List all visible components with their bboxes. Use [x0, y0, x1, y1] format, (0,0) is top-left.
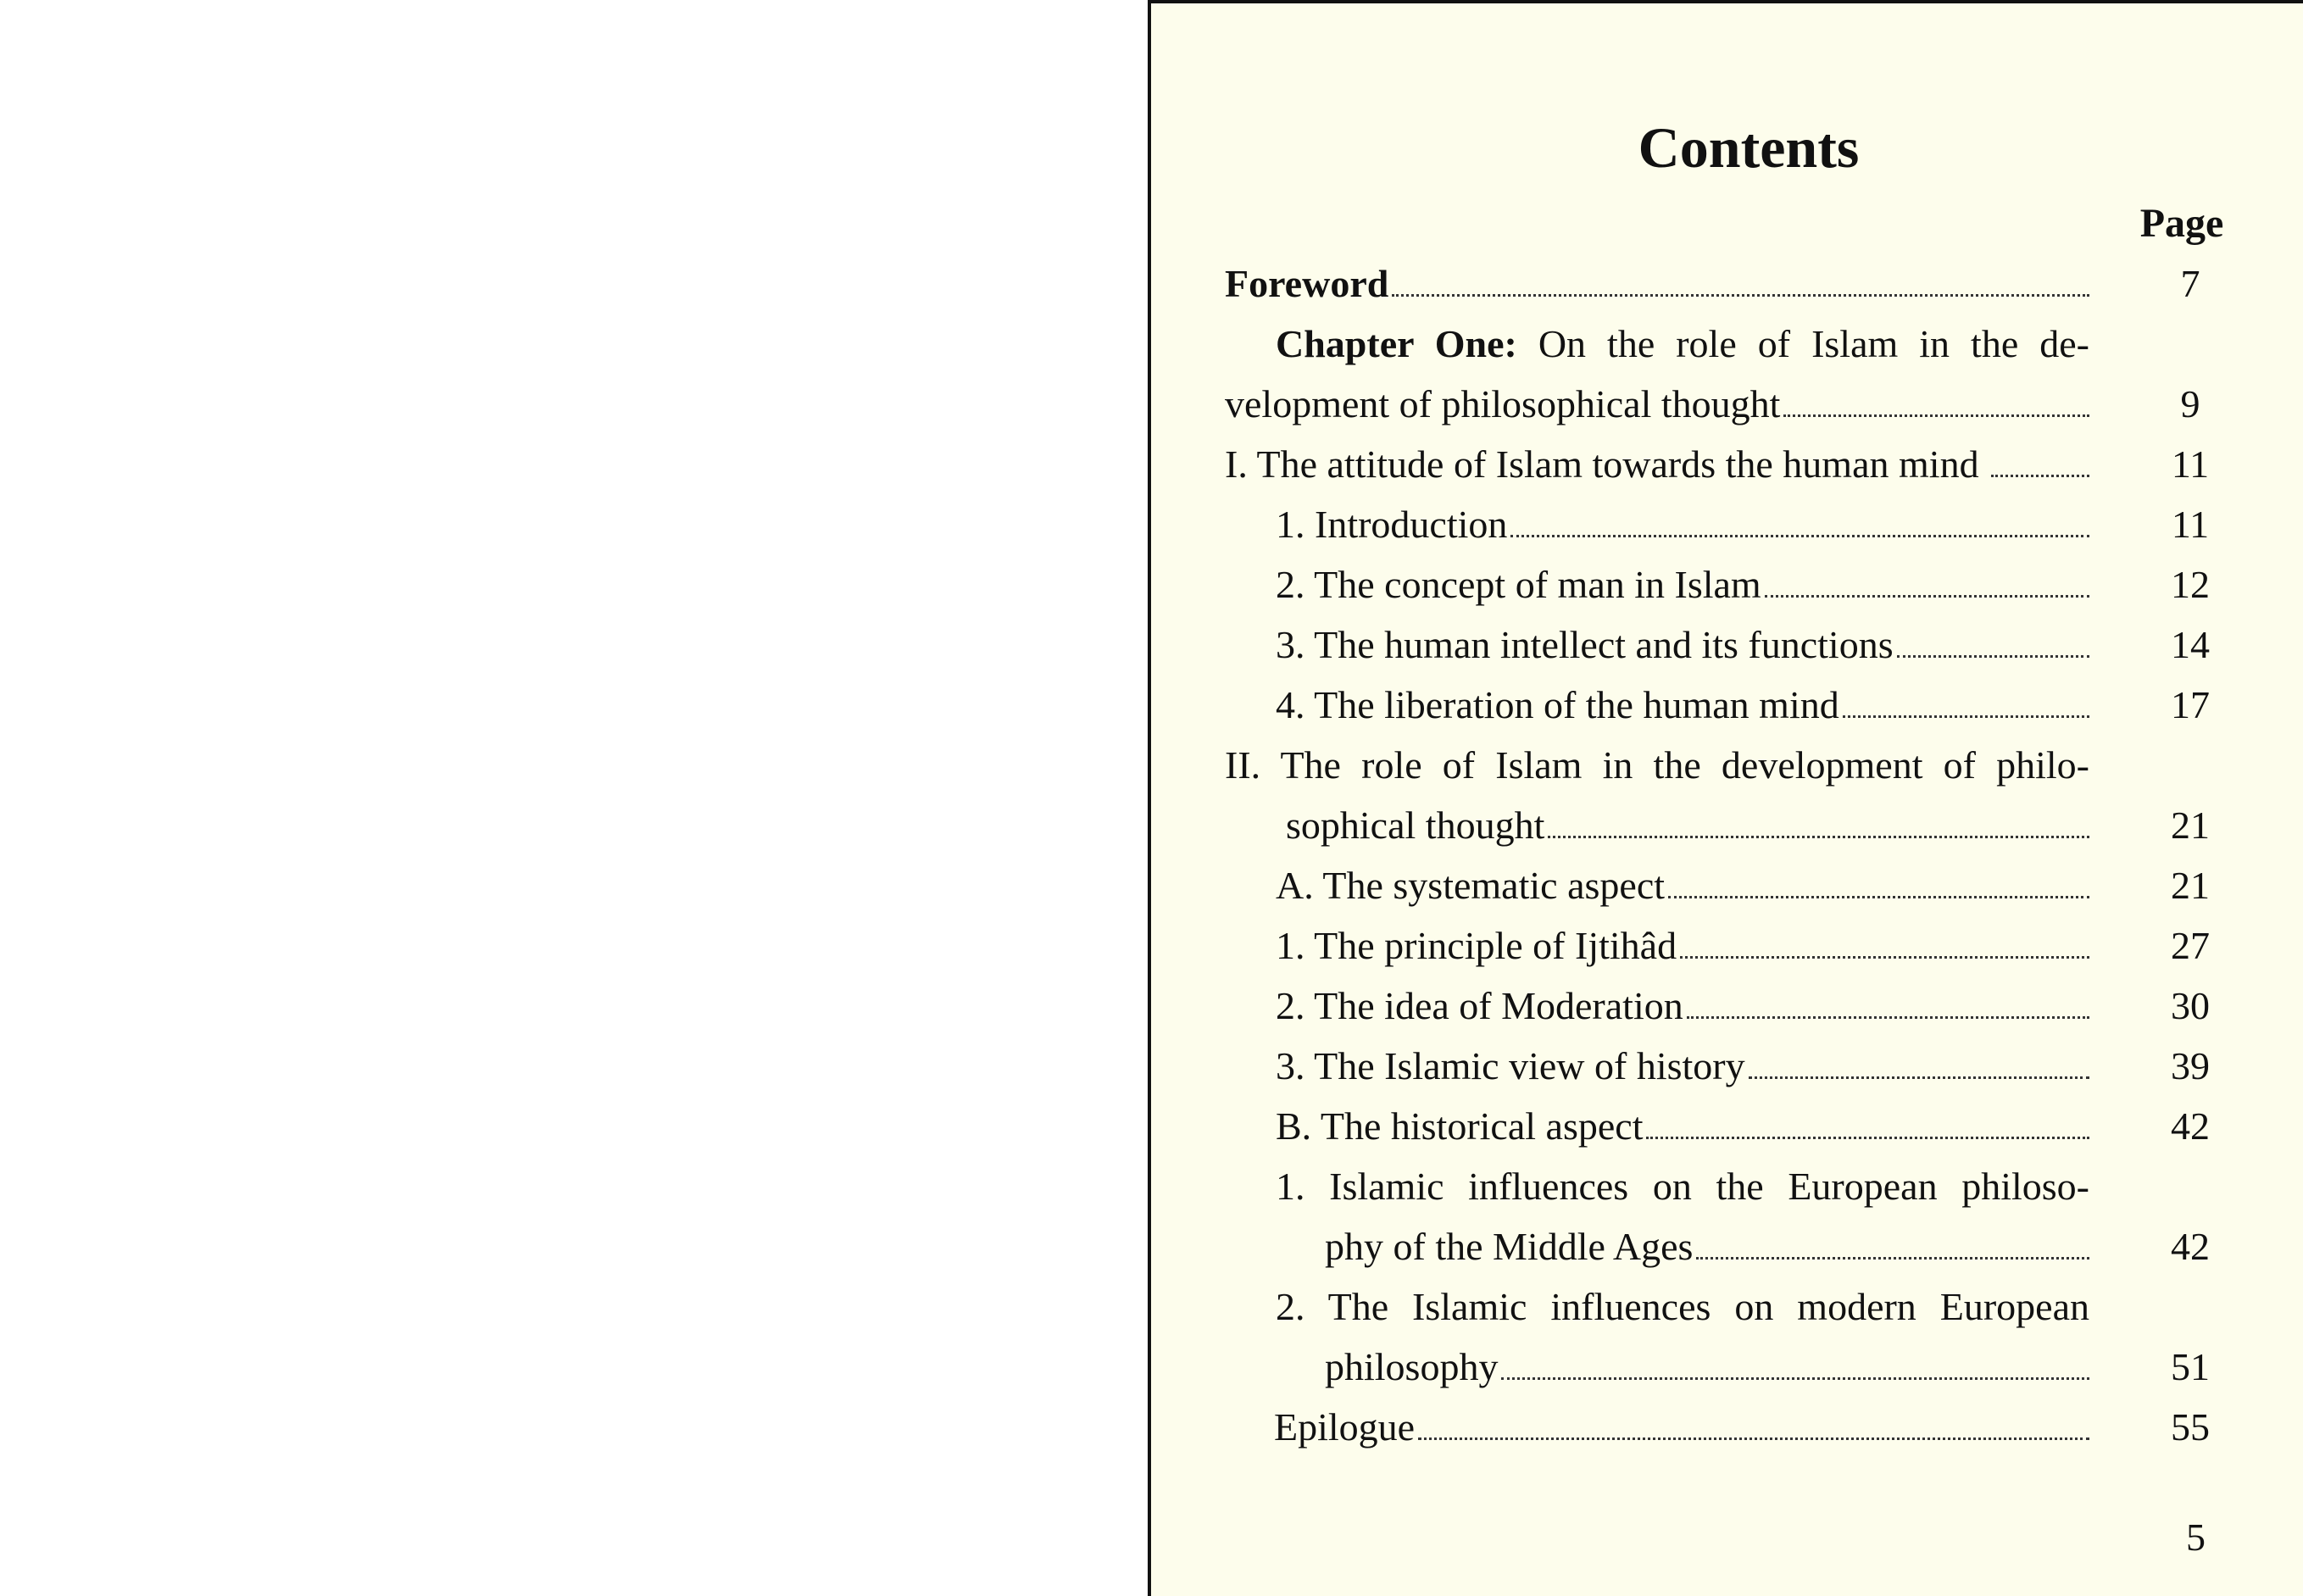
- dot-leader: [1897, 655, 2089, 658]
- toc-entry-introduction[interactable]: [1225, 494, 2250, 554]
- toc-entry-section-ii[interactable]: [1225, 735, 2250, 855]
- toc-entry-page: 51: [2171, 1345, 2210, 1388]
- dot-leader: [1765, 595, 2089, 598]
- dot-leader: [1680, 956, 2089, 959]
- toc-entry-moderation[interactable]: [1225, 976, 2250, 1036]
- toc-entry-label: Foreword: [1225, 262, 1389, 305]
- dot-leader: [1696, 1257, 2089, 1260]
- toc-entry-label-line2: phy of the Middle Ages: [1325, 1225, 1694, 1268]
- toc-entry-page: 14: [2171, 623, 2210, 666]
- toc-entry-page: 27: [2171, 924, 2210, 967]
- dot-leader: [1392, 294, 2089, 297]
- toc-entry-page: 7: [2180, 262, 2200, 305]
- dot-leader: [1991, 475, 2089, 477]
- dot-leader: [1418, 1438, 2089, 1440]
- toc-entry-human-intellect[interactable]: [1225, 614, 2250, 675]
- dot-leader: [1548, 836, 2089, 838]
- dot-leader: [1510, 535, 2089, 537]
- toc-entry-page: 30: [2171, 984, 2210, 1027]
- toc-entry-page: 12: [2171, 563, 2210, 606]
- dot-leader: [1501, 1377, 2089, 1380]
- toc-entry-page: 11: [2171, 442, 2210, 486]
- toc-entry-label: 3. The Islamic view of history: [1276, 1044, 1745, 1087]
- toc-entry-epilogue[interactable]: [1225, 1397, 2250, 1457]
- toc-entry-label-line2: philosophy: [1325, 1345, 1499, 1388]
- toc-entry-page: 42: [2171, 1104, 2210, 1148]
- toc-entry-page: 21: [2171, 864, 2210, 907]
- toc-entry-historical-aspect[interactable]: [1225, 1096, 2250, 1156]
- dot-leader: [1843, 715, 2089, 718]
- dot-leader: [1668, 896, 2089, 898]
- toc-entry-page: 55: [2171, 1405, 2210, 1449]
- toc-entry-concept-of-man[interactable]: [1225, 554, 2250, 614]
- toc-entry-page: 21: [2171, 804, 2210, 847]
- toc-entry-middle-ages-influences[interactable]: [1225, 1156, 2250, 1276]
- page-number: 5: [2186, 1515, 2206, 1559]
- toc-entry-label: A. The systematic aspect: [1276, 864, 1666, 907]
- toc-entry-label: 2. The idea of Moderation: [1276, 984, 1683, 1027]
- contents-page: [1148, 0, 2303, 1596]
- toc-entry-label-line1: II. The role of Islam in the development of philo-: [1225, 743, 2089, 787]
- toc-entry-label: I. The attitude of Islam towards the human mind: [1225, 442, 1979, 486]
- toc-entry-systematic-aspect[interactable]: [1225, 855, 2250, 915]
- toc-entry-label-text: On the role of Islam in the de-: [1516, 322, 2089, 365]
- toc-entry-label: 3. The human intellect and its functions: [1276, 623, 1894, 666]
- page-title: Contents: [1638, 115, 1860, 180]
- dot-leader: [1646, 1137, 2089, 1139]
- toc-entry-label: Epilogue: [1274, 1405, 1416, 1449]
- dot-leader: [1687, 1016, 2089, 1019]
- toc-entry-page: 17: [2171, 683, 2210, 726]
- dot-leader: [1783, 414, 2089, 417]
- toc-entry-foreword[interactable]: [1225, 253, 2250, 314]
- toc-entry-view-of-history[interactable]: [1225, 1036, 2250, 1096]
- toc-entry-page: 42: [2171, 1225, 2210, 1268]
- table-of-contents: [1225, 253, 2250, 1457]
- toc-entry-label: 2. The concept of man in Islam: [1276, 563, 1761, 606]
- toc-entry-page: 9: [2180, 382, 2200, 425]
- toc-entry-label: 1. Introduction: [1276, 503, 1508, 546]
- toc-entry-page: 11: [2171, 503, 2210, 546]
- toc-entry-section-i[interactable]: [1225, 434, 2250, 494]
- dot-leader: [1749, 1076, 2089, 1079]
- toc-entry-ijtihad[interactable]: [1225, 915, 2250, 976]
- toc-entry-label-line1: 1. Islamic influences on the European philoso-: [1276, 1165, 2089, 1208]
- toc-entry-label-line1: 2. The Islamic influences on modern European: [1276, 1285, 2089, 1328]
- toc-entry-modern-european-influences[interactable]: [1225, 1276, 2250, 1397]
- toc-entry-label-line1: [1276, 314, 2089, 374]
- page-column-heading: Page: [2139, 201, 2224, 246]
- toc-entry-label: 1. The principle of Ijtihâd: [1276, 924, 1677, 967]
- toc-entry-label-line2: velopment of philosophical thought: [1225, 382, 1781, 425]
- toc-entry-chapter-one[interactable]: [1225, 314, 2250, 434]
- toc-entry-label: B. The historical aspect: [1276, 1104, 1644, 1148]
- toc-entry-page: 39: [2171, 1044, 2210, 1087]
- blank-left-page: [0, 0, 1148, 1596]
- toc-entry-label: 4. The liberation of the human mind: [1276, 683, 1839, 726]
- toc-entry-label-bold: Chapter One:: [1276, 322, 1517, 365]
- toc-entry-liberation[interactable]: [1225, 675, 2250, 735]
- toc-entry-label-line2: sophical thought: [1286, 804, 1545, 847]
